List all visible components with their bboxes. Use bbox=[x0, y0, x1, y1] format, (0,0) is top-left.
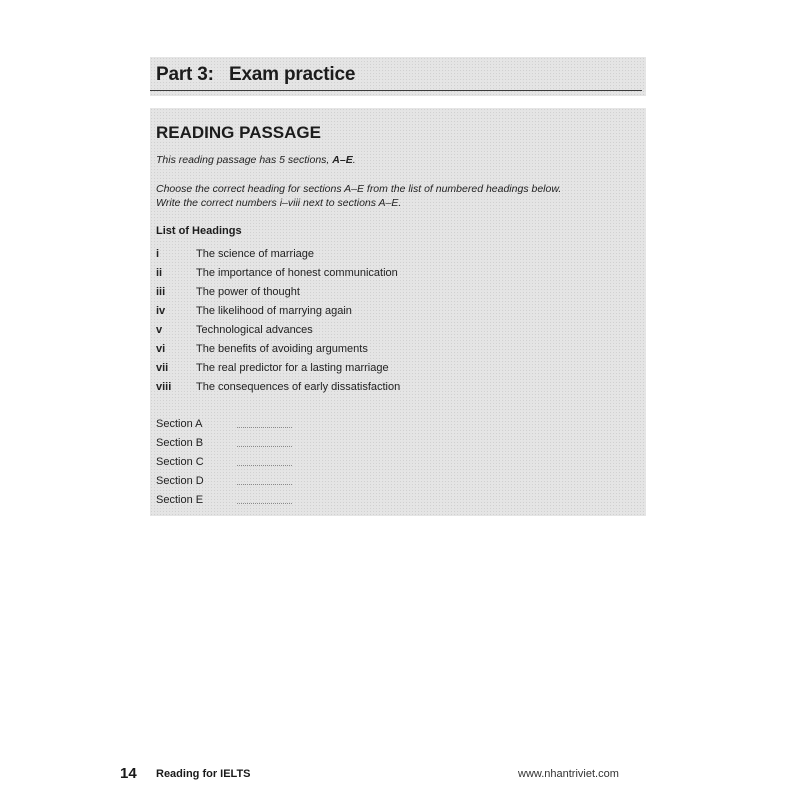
section-label: Section A bbox=[156, 417, 203, 430]
heading-number: v bbox=[156, 323, 163, 336]
heading-number: vii bbox=[156, 361, 169, 374]
heading-item bbox=[156, 301, 400, 320]
intro-range: A–E bbox=[332, 154, 353, 166]
heading-text: The real predictor for a lasting marriage bbox=[196, 361, 389, 374]
heading-text: The consequences of early dissatisfaction bbox=[196, 380, 401, 393]
heading-number: viii bbox=[156, 380, 172, 393]
heading-item bbox=[156, 263, 400, 282]
heading-text: The benefits of avoiding arguments bbox=[196, 342, 368, 355]
section-row bbox=[156, 471, 292, 490]
header-divider bbox=[150, 90, 642, 91]
section-row bbox=[156, 452, 292, 471]
section-row bbox=[156, 433, 292, 452]
heading-number: vi bbox=[156, 342, 166, 355]
part-header bbox=[150, 57, 646, 96]
answer-blank-section-e[interactable] bbox=[237, 493, 292, 504]
answer-blank-section-b[interactable] bbox=[237, 436, 292, 447]
publisher-website: www.nhantriviet.com bbox=[518, 768, 619, 780]
passage-intro bbox=[156, 154, 356, 166]
heading-item bbox=[156, 358, 400, 377]
heading-item bbox=[156, 339, 400, 358]
section-label: Section B bbox=[156, 436, 204, 449]
page-footer bbox=[0, 765, 800, 785]
section-row bbox=[156, 414, 292, 433]
page-number: 14 bbox=[120, 765, 137, 782]
section-row bbox=[156, 490, 292, 509]
heading-number: ii bbox=[156, 266, 163, 279]
heading-number: iii bbox=[156, 285, 166, 298]
instruction-line-2: Write the correct numbers i–viii next to sections A–E. bbox=[156, 197, 402, 209]
section-answer-list bbox=[156, 414, 292, 509]
heading-number: iv bbox=[156, 304, 166, 317]
heading-item bbox=[156, 244, 400, 263]
part-title: Part 3: Exam practice bbox=[156, 64, 356, 85]
heading-text: The science of marriage bbox=[196, 247, 314, 260]
answer-blank-section-d[interactable] bbox=[237, 474, 292, 485]
section-label: Section C bbox=[156, 455, 204, 468]
intro-prefix: This reading passage has 5 sections, bbox=[156, 154, 333, 166]
book-title: Reading for IELTS bbox=[156, 768, 251, 780]
section-label: Section D bbox=[156, 474, 204, 487]
heading-item bbox=[156, 282, 400, 301]
reading-passage-panel bbox=[150, 108, 646, 516]
section-label: Section E bbox=[156, 493, 204, 506]
answer-blank-section-c[interactable] bbox=[237, 455, 292, 466]
headings-list bbox=[156, 244, 400, 396]
instruction-line-1: Choose the correct heading for sections A–E from the list of numbered headings below. bbox=[156, 183, 562, 195]
heading-text: The power of thought bbox=[196, 285, 300, 298]
heading-item bbox=[156, 320, 400, 339]
heading-item bbox=[156, 377, 400, 396]
heading-text: Technological advances bbox=[196, 323, 313, 336]
passage-title: READING PASSAGE bbox=[156, 123, 321, 142]
answer-blank-section-a[interactable] bbox=[237, 417, 292, 428]
heading-number: i bbox=[156, 247, 160, 260]
headings-list-title: List of Headings bbox=[156, 225, 242, 237]
passage-instructions bbox=[156, 182, 561, 210]
intro-suffix: . bbox=[352, 154, 356, 166]
heading-text: The importance of honest communication bbox=[196, 266, 398, 279]
heading-text: The likelihood of marrying again bbox=[196, 304, 352, 317]
